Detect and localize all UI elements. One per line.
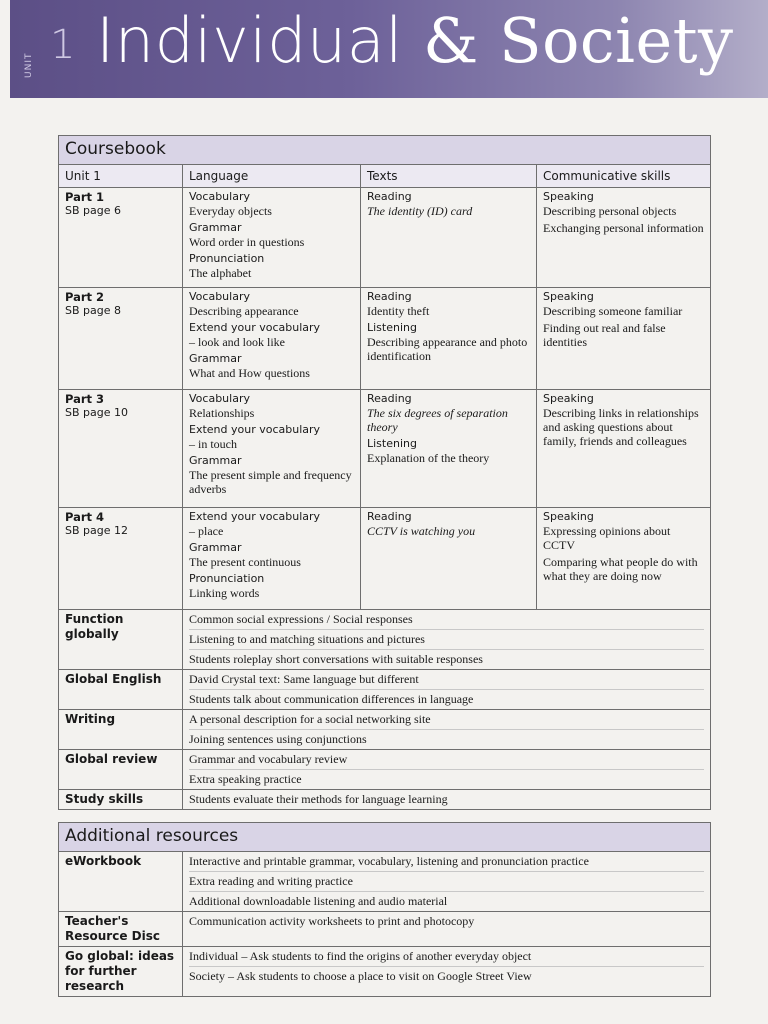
- skills-text: Describing personal objects: [543, 204, 677, 218]
- language-heading: Vocabulary: [189, 392, 250, 405]
- language-text: Word order in questions: [189, 235, 305, 249]
- language-heading: Extend your vocabulary: [189, 321, 321, 334]
- part-cell: [59, 508, 183, 610]
- part-name: Part 1: [65, 190, 105, 204]
- texts-block: [367, 190, 530, 218]
- texts-heading: Reading: [367, 510, 412, 523]
- unit-label: UNIT: [24, 52, 34, 78]
- skills-block: [543, 321, 704, 349]
- language-text: Everyday objects: [189, 204, 272, 218]
- part-row: [59, 508, 711, 610]
- language-block: [189, 454, 354, 496]
- additional-resources-section: [58, 822, 710, 997]
- language-heading: Vocabulary: [189, 290, 250, 303]
- skills-heading: Speaking: [543, 392, 594, 405]
- language-heading: Vocabulary: [189, 190, 250, 203]
- row-label: Function globally: [65, 612, 124, 641]
- language-cell: [183, 390, 361, 508]
- page-title: [96, 4, 734, 77]
- title-individual: Individual: [96, 4, 403, 77]
- row-line: Students talk about communication differences in language: [189, 692, 474, 706]
- texts-cell: [361, 390, 537, 508]
- row-label-cell: [59, 947, 183, 997]
- texts-text: Identity theft: [367, 304, 430, 318]
- skills-cell: [537, 390, 711, 508]
- language-cell: [183, 288, 361, 390]
- row-line: Common social expressions / Social responses: [189, 610, 704, 630]
- language-text: – look and look like: [189, 335, 285, 349]
- coursebook-title: Coursebook: [59, 136, 711, 165]
- texts-heading: Reading: [367, 190, 412, 203]
- language-block: [189, 190, 354, 218]
- language-block: [189, 423, 354, 451]
- texts-block: [367, 321, 530, 363]
- skills-text: Describing someone familiar: [543, 304, 683, 318]
- row-label: Global English: [65, 672, 162, 686]
- header-language: Language: [183, 165, 361, 188]
- row-line: Students roleplay short conversations with suitable responses: [189, 652, 483, 666]
- skills-text: Finding out real and false identities: [543, 321, 666, 349]
- skills-text: Comparing what people do with what they are doing now: [543, 555, 698, 583]
- row-line: Students evaluate their methods for language learning: [189, 792, 448, 806]
- row-line: Extra speaking practice: [189, 772, 302, 786]
- texts-heading: Reading: [367, 290, 412, 303]
- language-text: – place: [189, 524, 224, 538]
- language-block: [189, 510, 354, 538]
- resource-row: [59, 912, 711, 947]
- row-label: Study skills: [65, 792, 144, 806]
- language-block: [189, 290, 354, 318]
- texts-text: Describing appearance and photo identification: [367, 335, 528, 363]
- part-row: [59, 390, 711, 508]
- language-heading: Grammar: [189, 221, 242, 234]
- part-name: Part 3: [65, 392, 105, 406]
- language-heading: Grammar: [189, 352, 242, 365]
- texts-text: The identity (ID) card: [367, 204, 473, 218]
- texts-cell: [361, 508, 537, 610]
- language-text: Relationships: [189, 406, 255, 420]
- row-content-cell: [183, 912, 711, 947]
- skills-cell: [537, 288, 711, 390]
- coursebook-table: [58, 135, 711, 810]
- language-block: [189, 392, 354, 420]
- part-page: SB page 8: [65, 304, 121, 317]
- language-block: [189, 572, 354, 600]
- skills-block: [543, 290, 704, 318]
- skills-text: Describing links in relationships and asking questions about family, friends and colleagues: [543, 406, 699, 448]
- row-content-cell: [183, 610, 711, 670]
- row-label: Global review: [65, 752, 158, 766]
- part-name: Part 2: [65, 290, 105, 304]
- part-page: SB page 6: [65, 204, 121, 217]
- part-row: [59, 188, 711, 288]
- language-block: [189, 321, 354, 349]
- header-texts: Texts: [361, 165, 537, 188]
- row-line: Grammar and vocabulary review: [189, 750, 704, 770]
- language-text: The alphabet: [189, 266, 252, 280]
- row-label-cell: [59, 912, 183, 947]
- part-page: SB page 10: [65, 406, 128, 419]
- resource-row: [59, 610, 711, 670]
- language-block: [189, 221, 354, 249]
- row-label: Go global: ideas for further research: [65, 949, 175, 993]
- resource-row: [59, 947, 711, 997]
- resource-row: [59, 710, 711, 750]
- texts-heading: Listening: [367, 437, 417, 450]
- skills-text: Exchanging personal information: [543, 221, 704, 235]
- skills-block: [543, 190, 704, 218]
- language-heading: Grammar: [189, 541, 242, 554]
- row-line: Interactive and printable grammar, vocabulary, listening and pronunciation practice: [189, 852, 704, 872]
- row-line: Joining sentences using conjunctions: [189, 732, 367, 746]
- part-page: SB page 12: [65, 524, 128, 537]
- texts-block: [367, 437, 530, 465]
- row-content-cell: [183, 852, 711, 912]
- row-label-cell: [59, 610, 183, 670]
- skills-block: [543, 221, 704, 235]
- row-content-cell: [183, 750, 711, 790]
- row-content-cell: [183, 670, 711, 710]
- row-content-cell: [183, 947, 711, 997]
- skills-cell: [537, 508, 711, 610]
- row-label: eWorkbook: [65, 854, 142, 868]
- coursebook-header-row: [59, 165, 711, 188]
- row-label-cell: [59, 790, 183, 810]
- header-unit: Unit 1: [59, 165, 183, 188]
- language-text: The present continuous: [189, 555, 301, 569]
- skills-block: [543, 392, 704, 448]
- language-text: Describing appearance: [189, 304, 299, 318]
- language-heading: Extend your vocabulary: [189, 510, 321, 523]
- title-ampersand: &: [423, 4, 479, 77]
- title-society: Society: [499, 4, 734, 77]
- part-cell: [59, 390, 183, 508]
- language-heading: Pronunciation: [189, 252, 265, 265]
- language-block: [189, 352, 354, 380]
- texts-heading: Reading: [367, 392, 412, 405]
- language-heading: Extend your vocabulary: [189, 423, 321, 436]
- texts-cell: [361, 188, 537, 288]
- header-skills: Communicative skills: [537, 165, 711, 188]
- row-line: Extra reading and writing practice: [189, 872, 704, 892]
- coursebook-section: [58, 135, 710, 810]
- language-text: What and How questions: [189, 366, 310, 380]
- texts-text: Explanation of the theory: [367, 451, 490, 465]
- language-heading: Pronunciation: [189, 572, 265, 585]
- texts-block: [367, 510, 530, 538]
- skills-cell: [537, 188, 711, 288]
- language-heading: Grammar: [189, 454, 242, 467]
- part-cell: [59, 188, 183, 288]
- resource-row: [59, 750, 711, 790]
- row-content-cell: [183, 790, 711, 810]
- additional-resources-title: Additional resources: [59, 823, 711, 852]
- language-cell: [183, 508, 361, 610]
- skills-block: [543, 510, 704, 552]
- texts-block: [367, 392, 530, 434]
- resource-row: [59, 790, 711, 810]
- row-label: Writing: [65, 712, 116, 726]
- skills-text: Expressing opinions about CCTV: [543, 524, 671, 552]
- unit-banner: [10, 0, 768, 98]
- row-label-cell: [59, 852, 183, 912]
- texts-block: [367, 290, 530, 318]
- part-name: Part 4: [65, 510, 105, 524]
- language-block: [189, 541, 354, 569]
- resource-row: [59, 852, 711, 912]
- language-cell: [183, 188, 361, 288]
- texts-cell: [361, 288, 537, 390]
- row-label-cell: [59, 670, 183, 710]
- skills-block: [543, 555, 704, 583]
- skills-heading: Speaking: [543, 190, 594, 203]
- language-text: Linking words: [189, 586, 260, 600]
- row-line: Listening to and matching situations and pictures: [189, 630, 704, 650]
- row-content-cell: [183, 710, 711, 750]
- skills-heading: Speaking: [543, 290, 594, 303]
- row-label-cell: [59, 710, 183, 750]
- skills-heading: Speaking: [543, 510, 594, 523]
- part-row: [59, 288, 711, 390]
- row-line: David Crystal text: Same language but different: [189, 670, 704, 690]
- texts-text: CCTV is watching you: [367, 524, 476, 538]
- texts-text: The six degrees of separation theory: [367, 406, 508, 434]
- row-line: Society – Ask students to choose a place to visit on Google Street View: [189, 969, 532, 983]
- row-line: Communication activity worksheets to print and photocopy: [189, 914, 475, 928]
- additional-resources-table: [58, 822, 711, 997]
- row-line: Individual – Ask students to find the origins of another everyday object: [189, 947, 704, 967]
- language-text: – in touch: [189, 437, 237, 451]
- texts-heading: Listening: [367, 321, 417, 334]
- language-text: The present simple and frequency adverbs: [189, 468, 352, 496]
- part-cell: [59, 288, 183, 390]
- row-label-cell: [59, 750, 183, 790]
- resource-row: [59, 670, 711, 710]
- row-line: A personal description for a social networking site: [189, 710, 704, 730]
- language-block: [189, 252, 354, 280]
- row-line: Additional downloadable listening and audio material: [189, 894, 448, 908]
- row-label: Teacher's Resource Disc: [65, 914, 160, 943]
- unit-number: 1: [50, 22, 76, 68]
